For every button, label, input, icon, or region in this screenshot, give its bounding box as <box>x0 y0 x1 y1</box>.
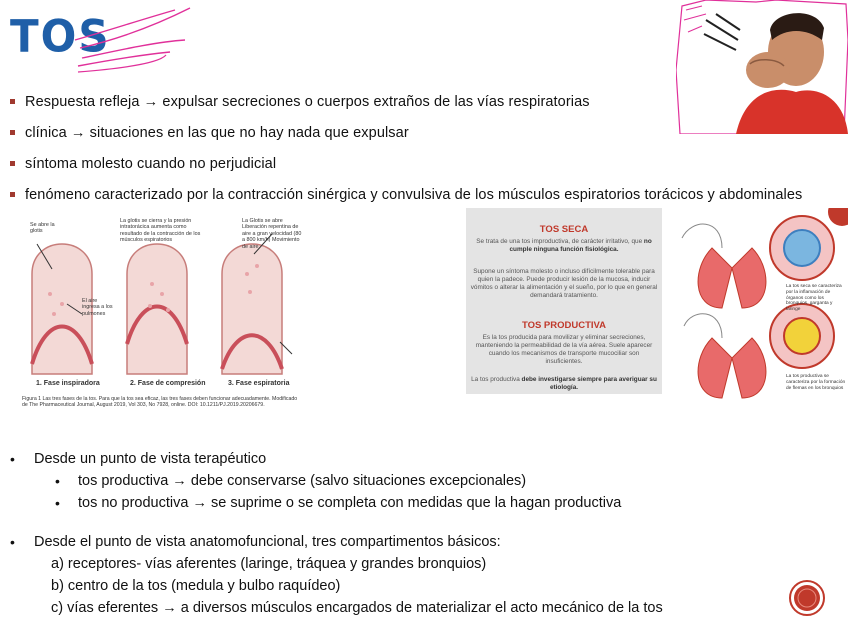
dry-cough-title: TOS SECA <box>539 224 589 235</box>
section-heading <box>10 531 840 553</box>
bullet-item <box>10 117 840 148</box>
cough-phases-figure <box>22 214 304 418</box>
bullet-dot-icon: • <box>10 534 15 550</box>
bullet-dot-icon: • <box>10 451 15 467</box>
bullet-dot-icon: • <box>55 495 60 511</box>
annotation-air-in: El aire ingresa a los pulmones <box>82 298 113 317</box>
bullet-marker-icon <box>10 192 15 197</box>
section-heading <box>10 448 840 470</box>
cough-types-text-panel <box>466 208 662 394</box>
section-heading-text: Desde un punto de vista terapéutico <box>34 451 267 467</box>
next-slide-icon[interactable] <box>789 580 825 616</box>
intro-bullet-list <box>10 86 840 210</box>
list-item: c) vías eferentes → a diversos músculos encargados de materializar el acto mecánico de la tos <box>51 600 663 616</box>
bullet-marker-icon <box>10 161 15 166</box>
list-item: b) centro de la tos (medula y bulbo raquídeo) <box>51 578 341 594</box>
dry-cough-text-2: Supone un síntoma molesto o incluso difícilmente tolerable para quien la padece. Puede producir lesión de la mucosa, inducir vómitos o alterar la alimentación y el sueño, por lo que en general demandará tratamiento. <box>470 268 658 299</box>
slide-title: TOS <box>10 10 111 63</box>
annotation-glottis-release: La Glotis se abre Liberación repentina de aire a gran velocidad (80 a 800 km/h) Movimiento de aire <box>242 218 302 250</box>
annotation-glottis-closed: La glotis se cierra y la presión intratorácica aumenta como resultado de la contracción de los músculos espiratorios <box>120 218 201 244</box>
bullet-item <box>10 86 840 117</box>
cough-types-figure <box>466 208 848 414</box>
annotation-glottis-open: Se abre la glotis <box>30 222 55 235</box>
phase-label: 1. Fase inspiradora <box>36 380 100 387</box>
bullet-text: clínica → situaciones en las que no hay nada que expulsar <box>25 124 409 141</box>
dry-cough-text-1: Se trata de una tos improductiva, de carácter irritativo, que <box>476 238 643 245</box>
productive-cough-title: TOS PRODUCTIVA <box>521 320 607 331</box>
title-doodle <box>70 0 210 80</box>
productive-cough-text: Es la tos producida para movilizar y eliminar secreciones, manteniendo la permeabilidad de la vía aérea. Suele aparecer cuando los mecanismos de transporte mucociliar son insuficientes. <box>475 334 653 365</box>
list-item: a) receptores- vías aferentes (laringe, tráquea y grandes bronquios) <box>51 556 487 572</box>
list-item-text: tos productiva → debe conservarse (salvo situaciones excepcionales) <box>78 473 527 489</box>
bullet-text: fenómeno caracterizado por la contracción sinérgica y convulsiva de los músculos espiratorios torácicos y abdominales <box>25 186 803 203</box>
lower-section <box>10 448 840 619</box>
dry-cough-label: La tos seca se caracteriza por la inflamación de órganos como los bronquios, garganta y laringe <box>786 284 842 312</box>
list-item <box>10 492 840 514</box>
bullet-dot-icon: • <box>55 473 60 489</box>
bullet-text: síntoma molesto cuando no perjudicial <box>25 155 277 172</box>
bullet-marker-icon <box>10 130 15 135</box>
dry-cough-text-bold: no cumple ninguna función fisiológica. <box>509 238 652 253</box>
bullet-marker-icon <box>10 99 15 104</box>
list-item-text: tos no productiva → se suprime o se completa con medidas que la hagan productiva <box>78 495 622 511</box>
productive-cough-label: La tos productiva se caracteriza por la formación de flemas en los bronquios <box>786 374 846 391</box>
productive-cough-text-2: La tos productiva debe investigarse siempre para averiguar su etiología. <box>471 376 657 391</box>
phase-label: 2. Fase de compresión <box>130 380 206 387</box>
bullet-text: Respuesta refleja → expulsar secreciones o cuerpos extraños de las vías respiratorias <box>25 93 590 110</box>
dry-cough-text <box>470 238 658 254</box>
figure-caption: Figura 1 Las tres fases de la tos. Para que la tos sea eficaz, las tres fases deben funcionar adecuadamente. Modificado de The Pharmaceutical Journal, August 2019, Vol 303, No 7928, online. DOI: 10.1211/PJ.2019.20206679. <box>22 396 298 409</box>
phase-label: 3. Fase espiratoria <box>228 380 290 387</box>
list-item <box>10 470 840 492</box>
bullet-item <box>10 179 840 210</box>
section-heading-text: Desde el punto de vista anatomofuncional, tres compartimentos básicos: <box>34 534 501 550</box>
bullet-item <box>10 148 840 179</box>
